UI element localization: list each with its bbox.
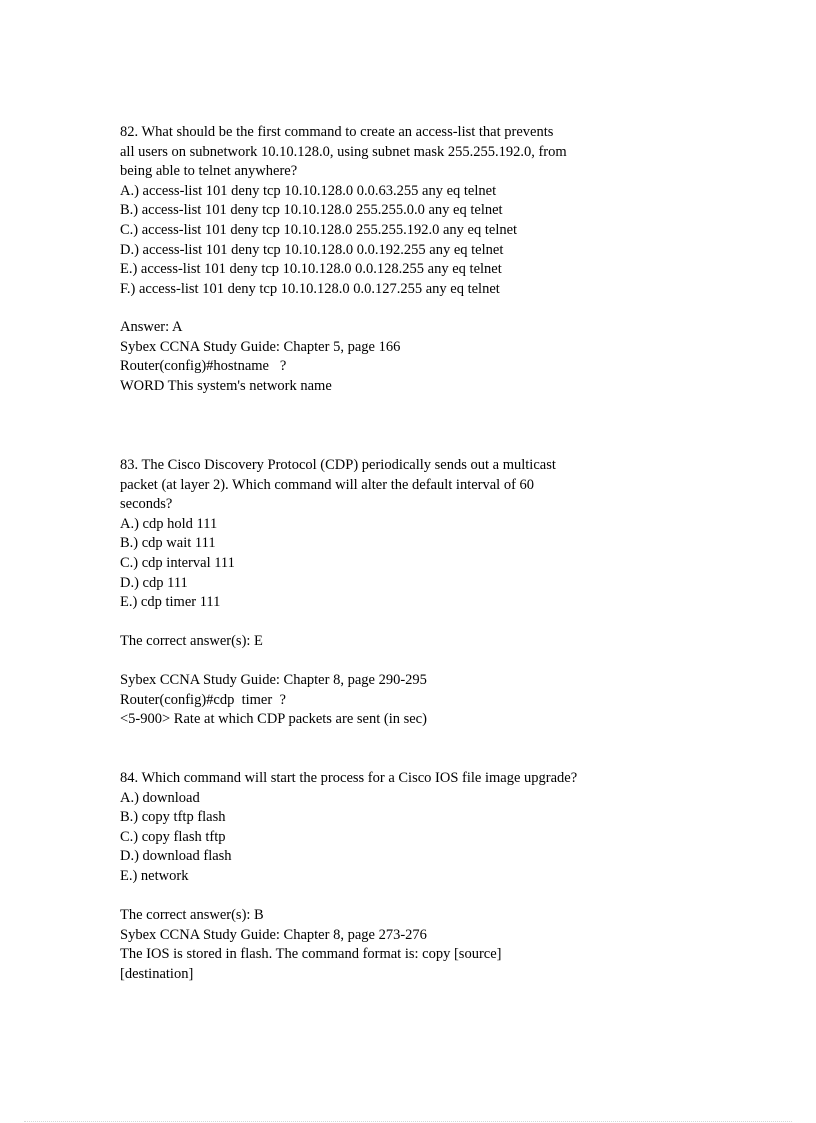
question-text-line: seconds? (120, 496, 173, 513)
correct-answer: The correct answer(s): B (120, 907, 264, 923)
question-83 (120, 456, 680, 613)
question-text-line: packet (at layer 2). Which command will alter the default interval of 60 (120, 476, 535, 493)
answer-84 (120, 906, 680, 984)
question-text-line: being able to telnet anywhere? (120, 163, 298, 180)
reference-83 (120, 671, 680, 730)
answer-option-c: C.) cdp interval 111 (120, 554, 235, 571)
question-text-line: all users on subnetwork 10.10.128.0, using subnet mask 255.255.192.0, from (120, 143, 567, 160)
command-example: Router(config)#cdp timer ? (120, 691, 286, 708)
correct-answer: The correct answer(s): E (120, 633, 263, 649)
question-text-line: 82. What should be the first command to create an access-list that prevents (120, 124, 554, 140)
question-text-line: 84. Which command will start the process for a Cisco IOS file image upgrade? (120, 770, 578, 786)
answer-option-a: A.) access-list 101 deny tcp 10.10.128.0 0.0.63.255 any eq telnet (120, 182, 497, 199)
answer-option-b: B.) access-list 101 deny tcp 10.10.128.0 255.255.0.0 any eq telnet (120, 202, 503, 219)
command-help: WORD This system's network name (120, 377, 332, 394)
answer-option-e: E.) access-list 101 deny tcp 10.10.128.0 0.0.128.255 any eq telnet (120, 261, 502, 278)
question-text-line: 83. The Cisco Discovery Protocol (CDP) periodically sends out a multicast (120, 457, 556, 473)
reference-line: Sybex CCNA Study Guide: Chapter 8, page 273-276 (120, 926, 427, 943)
answer-option-a: A.) download (120, 789, 200, 806)
page-bottom-rule (24, 1121, 792, 1122)
explanation-line: The IOS is stored in flash. The command format is: copy [source] (120, 946, 502, 963)
reference-line: Sybex CCNA Study Guide: Chapter 5, page 166 (120, 338, 401, 355)
answer-option-d: D.) access-list 101 deny tcp 10.10.128.0 0.0.192.255 any eq telnet (120, 241, 504, 258)
answer-82 (120, 318, 680, 396)
answer-83 (120, 632, 680, 652)
question-84 (120, 769, 680, 887)
answer-option-e: E.) cdp timer 111 (120, 594, 221, 611)
answer-option-b: B.) cdp wait 111 (120, 535, 216, 552)
answer-option-a: A.) cdp hold 111 (120, 515, 218, 532)
answer-option-c: C.) access-list 101 deny tcp 10.10.128.0 255.255.192.0 any eq telnet (120, 221, 518, 238)
question-82 (120, 123, 680, 299)
answer-option-e: E.) network (120, 867, 189, 884)
command-help: <5-900> Rate at which CDP packets are sent (in sec) (120, 711, 427, 728)
answer-option-b: B.) copy tftp flash (120, 809, 226, 826)
answer-option-f: F.) access-list 101 deny tcp 10.10.128.0 0.0.127.255 any eq telnet (120, 280, 500, 297)
reference-line: Sybex CCNA Study Guide: Chapter 8, page 290-295 (120, 672, 427, 688)
answer-option-c: C.) copy flash tftp (120, 828, 226, 845)
answer-option-d: D.) download flash (120, 848, 232, 865)
answer-option-d: D.) cdp 111 (120, 574, 188, 591)
correct-answer: Answer: A (120, 319, 183, 335)
command-example: Router(config)#hostname ? (120, 358, 287, 375)
explanation-line: [destination] (120, 965, 194, 982)
